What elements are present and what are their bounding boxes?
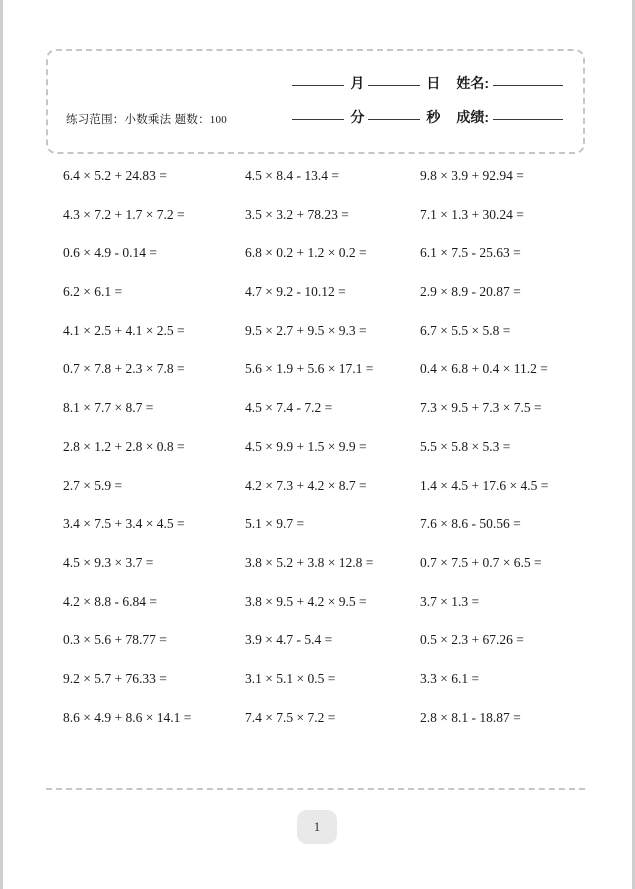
problem-row: [0, 362, 635, 401]
problem-row: [0, 672, 635, 711]
problem-row: [0, 711, 635, 750]
problem-row: [0, 556, 635, 595]
problem-item: 2.8 × 8.1 - 18.87 =: [420, 709, 521, 725]
problem-item: 5.5 × 5.8 × 5.3 =: [420, 438, 511, 454]
day-blank[interactable]: [368, 85, 420, 86]
problem-item: 4.7 × 9.2 - 10.12 =: [245, 284, 346, 300]
problem-item: 3.4 × 7.5 + 3.4 × 4.5 =: [63, 516, 185, 532]
problem-item: 3.5 × 3.2 + 78.23 =: [245, 206, 349, 222]
problem-row: [0, 633, 635, 672]
problem-item: 3.8 × 9.5 + 4.2 × 9.5 =: [245, 593, 367, 609]
problem-item: 6.2 × 6.1 =: [63, 284, 123, 300]
problem-item: 3.1 × 5.1 × 0.5 =: [245, 670, 336, 686]
problem-item: 3.9 × 4.7 - 5.4 =: [245, 632, 333, 648]
problem-item: 7.1 × 1.3 + 30.24 =: [420, 206, 524, 222]
problem-item: 4.5 × 7.4 - 7.2 =: [245, 400, 333, 416]
problem-row: [0, 401, 635, 440]
date-field-row: [267, 73, 567, 107]
problem-item: 4.3 × 7.2 + 1.7 × 7.2 =: [63, 206, 185, 222]
score-label: 成绩:: [456, 109, 489, 125]
problem-item: 8.6 × 4.9 + 8.6 × 14.1 =: [63, 709, 192, 725]
problem-item: 4.1 × 2.5 + 4.1 × 2.5 =: [63, 322, 185, 338]
problem-item: 9.5 × 2.7 + 9.5 × 9.3 =: [245, 322, 367, 338]
problem-item: 6.4 × 5.2 + 24.83 =: [63, 168, 167, 183]
problem-item: 2.8 × 1.2 + 2.8 × 0.8 =: [63, 438, 185, 454]
problem-item: 7.6 × 8.6 - 50.56 =: [420, 516, 521, 532]
day-unit-label: 日: [426, 75, 441, 91]
month-blank[interactable]: [292, 85, 344, 86]
time-field-row: [267, 107, 567, 141]
problem-item: 8.1 × 7.7 × 8.7 =: [63, 400, 154, 416]
problem-item: 3.3 × 6.1 =: [420, 670, 480, 686]
problem-row: [0, 246, 635, 285]
problem-item: 6.7 × 5.5 × 5.8 =: [420, 322, 511, 338]
problem-item: 7.3 × 9.5 + 7.3 × 7.5 =: [420, 400, 542, 416]
problem-item: 5.6 × 1.9 + 5.6 × 17.1 =: [245, 361, 374, 377]
name-label: 姓名:: [456, 75, 489, 91]
problem-item: 5.1 × 9.7 =: [245, 516, 305, 532]
problem-item: 9.2 × 5.7 + 76.33 =: [63, 670, 167, 686]
page-number-badge: 1: [297, 810, 337, 844]
problem-item: 9.8 × 3.9 + 92.94 =: [420, 168, 524, 183]
problem-item: 4.2 × 7.3 + 4.2 × 8.7 =: [245, 477, 367, 493]
problem-item: 4.5 × 9.3 × 3.7 =: [63, 554, 154, 570]
problem-item: 4.5 × 9.9 + 1.5 × 9.9 =: [245, 438, 367, 454]
problem-item: 3.7 × 1.3 =: [420, 593, 480, 609]
student-fields: [267, 73, 567, 141]
problem-item: 4.2 × 8.8 - 6.84 =: [63, 593, 157, 609]
problem-item: 3.8 × 5.2 + 3.8 × 12.8 =: [245, 554, 374, 570]
problems-grid: [0, 169, 635, 749]
footer-divider: [46, 788, 585, 790]
minute-blank[interactable]: [292, 119, 344, 120]
problem-item: 0.4 × 6.8 + 0.4 × 11.2 =: [420, 361, 548, 377]
problem-item: 0.5 × 2.3 + 67.26 =: [420, 632, 524, 648]
score-blank[interactable]: [493, 119, 563, 120]
problem-count-value: 100: [209, 114, 227, 126]
problem-row: [0, 208, 635, 247]
problem-item: 0.6 × 4.9 - 0.14 =: [63, 245, 157, 261]
problem-item: 6.1 × 7.5 - 25.63 =: [420, 245, 521, 261]
problem-row: [0, 324, 635, 363]
month-unit-label: 月: [350, 75, 365, 91]
problem-item: 4.5 × 8.4 - 13.4 =: [245, 168, 339, 183]
problem-row: [0, 595, 635, 634]
problem-row: [0, 479, 635, 518]
practice-scope-label: 练习范围：小数乘法 题数：: [66, 114, 210, 126]
second-unit-label: 秒: [426, 109, 441, 125]
problem-item: 0.7 × 7.5 + 0.7 × 6.5 =: [420, 554, 542, 570]
second-blank[interactable]: [368, 119, 420, 120]
problem-item: 0.3 × 5.6 + 78.77 =: [63, 632, 167, 648]
name-blank[interactable]: [493, 85, 563, 86]
problem-row: [0, 285, 635, 324]
problem-item: 6.8 × 0.2 + 1.2 × 0.2 =: [245, 245, 367, 261]
problem-item: 1.4 × 4.5 + 17.6 × 4.5 =: [420, 477, 549, 493]
minute-unit-label: 分: [350, 109, 365, 125]
problem-item: 2.9 × 8.9 - 20.87 =: [420, 284, 521, 300]
problem-item: 7.4 × 7.5 × 7.2 =: [245, 709, 336, 725]
worksheet-header-box: [46, 49, 585, 154]
problem-row: [0, 169, 635, 208]
problem-row: [0, 440, 635, 479]
practice-scope-line: [66, 111, 227, 127]
problem-row: [0, 517, 635, 556]
problem-item: 0.7 × 7.8 + 2.3 × 7.8 =: [63, 361, 185, 377]
problem-item: 2.7 × 5.9 =: [63, 477, 123, 493]
